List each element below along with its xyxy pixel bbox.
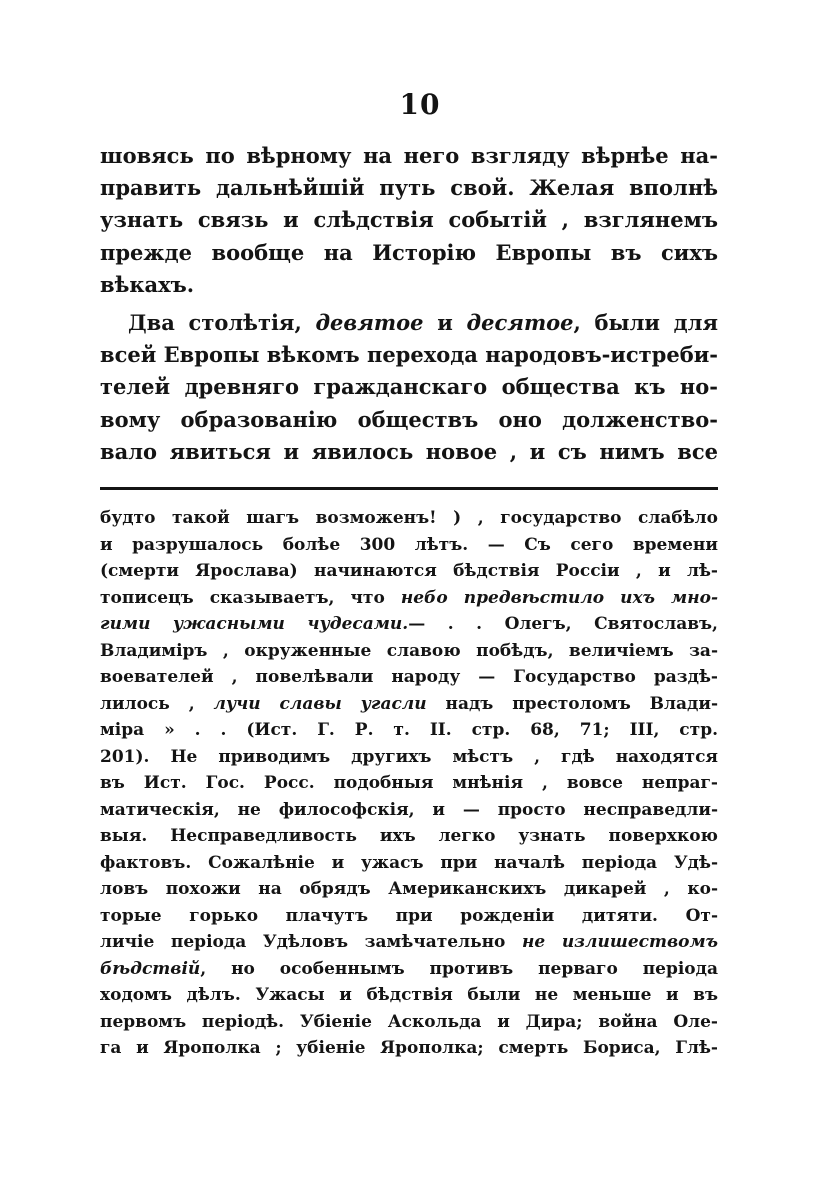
footnote-line: (смерти Ярослава) начинаются бѣдствія Россіи , и лѣ- (100, 561, 718, 581)
main-text (100, 140, 718, 468)
page-number: 10 (399, 88, 441, 121)
main-line (100, 307, 718, 339)
italic-text: гими ужасными чудесами. (100, 614, 409, 634)
footnote-line: матическія, не философскія, и — просто несправедли- (100, 799, 718, 820)
main-line: шовясь по вѣрному на него взгляду вѣрнѣе на- (100, 143, 718, 168)
italic-text: лучи славы угасли (213, 693, 427, 714)
text-run: лилось , (100, 693, 214, 714)
footnote-line: га и Ярополка ; убіеніе Ярополка; смерть Бориса, Глѣ- (100, 1038, 718, 1058)
footnote-line: въ Ист. Гос. Росс. подобныя мнѣнія , вовсе непраг- (100, 773, 718, 793)
main-line: вѣкахъ. (100, 271, 195, 297)
main-line: телей древняго гражданскаго общества къ но- (100, 374, 718, 400)
italic-text: девятое (315, 309, 424, 335)
footnote-line: выя. Несправедливость ихъ легко узнать поверхкою (100, 826, 718, 846)
footnote (100, 505, 718, 1062)
footnote-line: 201). Не приводимъ другихъ мѣстъ , гдѣ находятся (100, 746, 718, 767)
main-line: всей Европы вѣкомъ перехода народовъ-истреби- (100, 342, 718, 368)
footnote-line (100, 929, 718, 956)
footnote-line: воевателей , повелѣвали народу — Государство раздѣ- (100, 667, 718, 687)
text-run: , но особеннымъ противъ перваго періода (200, 958, 718, 979)
footnote-line: первомъ періодѣ. Убіеніе Аскольда и Дира; война Оле- (100, 1011, 718, 1032)
footnote-line (100, 691, 718, 718)
text-run: , были для (573, 309, 718, 335)
footnote-line (100, 611, 718, 638)
footnote-line: фактовъ. Сожалѣніе и ужасъ при началѣ періода Удѣ- (100, 852, 718, 873)
footnote-line: міра » . . (Ист. Г. Р. т. II. стр. 68, 71; III, стр. (100, 720, 718, 740)
text-run: надъ престоломъ Влади- (426, 693, 719, 714)
main-line: прежде вообще на Исторію Европы въ сихъ (100, 239, 718, 265)
text-run: и (423, 309, 467, 335)
italic-text: не излишествомъ (522, 932, 718, 952)
italic-text: небо предвѣстило ихъ мно- (400, 587, 719, 608)
footnote-line (100, 585, 718, 612)
text-run: личіе періода Удѣловъ замѣчательно (100, 932, 522, 952)
footnote-line: и разрушалось болѣе 300 лѣтъ. — Съ сего времени (100, 534, 718, 555)
italic-text: десятое (466, 309, 574, 335)
footnote-line: ходомъ дѣлъ. Ужасы и бѣдствія были не меньше и въ (100, 985, 718, 1005)
main-line: узнать связь и слѣдствія событій , взглянемъ (100, 207, 718, 233)
footnote-line: будто такой шагъ возможенъ! ) , государство слабѣло (100, 508, 718, 528)
footnote-line: торые горько плачутъ при рожденіи дитяти. От- (100, 905, 718, 926)
text-run: тописецъ сказываетъ, что (100, 587, 401, 608)
main-line: править дальнѣйшій путь свой. Желая вполнѣ (100, 175, 718, 201)
footnote-line (100, 956, 718, 983)
text-run: — . . Олегъ, Святославъ, (408, 614, 718, 634)
main-line: вало явиться и явилось новое , и съ нимъ все (100, 438, 718, 464)
italic-text: бѣдствій (100, 958, 201, 979)
main-line: вому образованію обществъ оно долженство- (100, 406, 718, 432)
footnote-line: Владиміръ , окруженные славою побѣдъ, величіемъ за- (100, 640, 718, 661)
footnote-line: ловъ похожи на обрядъ Американскихъ дикарей , ко- (100, 879, 718, 899)
text-run: Два столѣтія, (128, 309, 316, 335)
footnote-divider (100, 487, 718, 490)
